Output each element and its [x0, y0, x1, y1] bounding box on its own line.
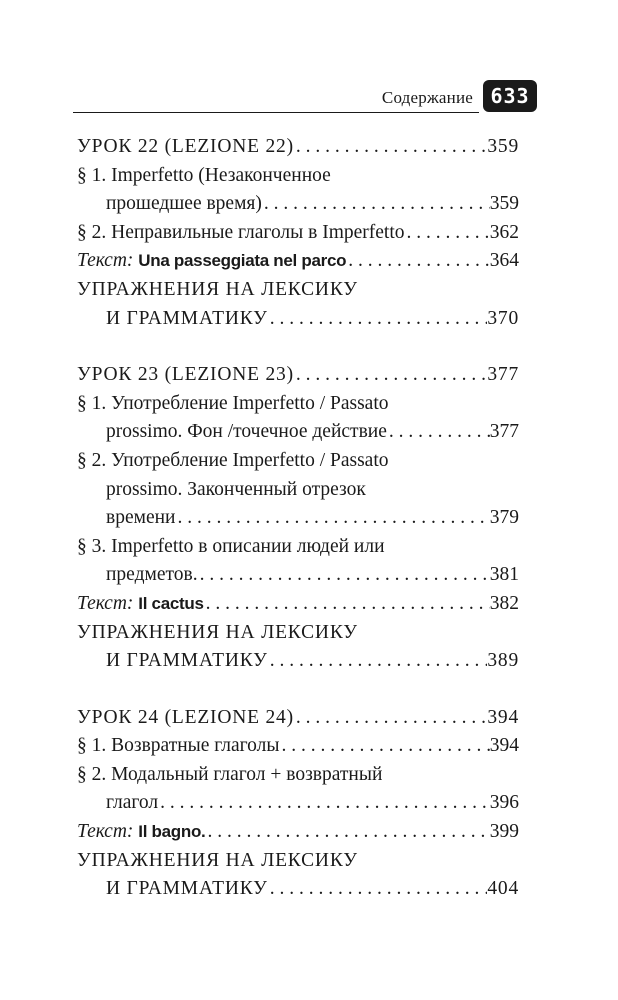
toc-entry-text: § 2. Модальный глагол + возвратный: [77, 763, 383, 785]
dot-leader: [268, 875, 488, 904]
toc-page-number: 370: [487, 307, 519, 329]
toc-entry-lesson-24-section-2[interactable]: [77, 789, 519, 818]
toc-entry-lesson-22-section-2[interactable]: [77, 219, 519, 248]
toc-entry-label: И ГРАММАТИКУ: [106, 307, 268, 329]
toc-entry-label: УРОК 22 (LEZIONE 22): [77, 136, 294, 157]
text-title: Una passeggiata nel parco: [138, 251, 347, 271]
dot-leader: [387, 418, 490, 447]
toc-page-number: 359: [487, 136, 519, 157]
dot-leader: [158, 789, 490, 818]
toc-page-number: 382: [489, 592, 519, 614]
text-label: Текст:: [77, 592, 134, 614]
toc-entry-label: prossimo. Фон /точечное действие: [106, 421, 387, 443]
toc-page-number: 359: [489, 193, 519, 215]
toc-entry-label: времени: [106, 507, 176, 529]
running-header: [73, 78, 539, 114]
toc-entry-lesson-22-exercises[interactable]: [77, 305, 519, 334]
toc-page-number: 404: [487, 878, 519, 900]
toc-page-number: 364: [489, 250, 519, 272]
toc-entry-text: § 2. Употребление Imperfetto / Passato: [77, 449, 389, 471]
section-title: Содержание: [381, 88, 473, 107]
dot-leader: [198, 561, 490, 590]
toc-entry-lesson-24-exercises[interactable]: [77, 875, 519, 904]
toc-entry-lesson-23-section-3[interactable]: [77, 561, 519, 590]
dot-leader: [294, 704, 487, 733]
toc-entry-lesson-22-text[interactable]: [77, 247, 519, 276]
toc-page-number: 399: [489, 821, 519, 843]
toc-entry-label: § 2. Неправильные глаголы в Imperfetto: [77, 221, 405, 243]
toc-entry-lesson-24[interactable]: [77, 704, 519, 733]
dot-leader: [294, 133, 487, 162]
dot-leader: [204, 590, 490, 619]
toc-entry-text: § 1. Употребление Imperfetto / Passato: [77, 392, 389, 414]
dot-leader: [405, 219, 490, 248]
toc-entry-label: И ГРАММАТИКУ: [106, 650, 268, 672]
toc-page-number: 362: [489, 221, 519, 243]
toc-entry-lesson-23-exercises[interactable]: [77, 647, 519, 676]
toc-entry-lesson-23-section-1[interactable]: [77, 418, 519, 447]
toc-page-number: 394: [489, 735, 519, 757]
dot-leader: [280, 732, 490, 761]
toc-entry-label: § 1. Возвратные глаголы: [77, 735, 280, 757]
dot-leader: [175, 504, 489, 533]
toc-entry-label: прошедшее время): [106, 193, 262, 215]
text-label: Текст:: [77, 250, 134, 272]
page-number-badge: 633: [483, 80, 537, 112]
toc-entry-lesson-24-text[interactable]: [77, 818, 519, 847]
toc-page-number: 377: [487, 364, 519, 386]
toc-entry-text: УПРАЖНЕНИЯ НА ЛЕКСИКУ: [77, 621, 358, 643]
dot-leader: [262, 190, 490, 219]
header-rule: [73, 112, 479, 113]
dot-leader: [346, 247, 490, 276]
toc-entry-lesson-23-section-2[interactable]: [77, 504, 519, 533]
toc-entry-text: УПРАЖНЕНИЯ НА ЛЕКСИКУ: [77, 278, 358, 300]
toc-entry-label: глагол: [106, 792, 159, 814]
toc-entry-lesson-23-text[interactable]: [77, 590, 519, 619]
toc-page-number: 381: [489, 564, 519, 586]
toc-entry-lesson-23[interactable]: [77, 361, 519, 390]
toc-entry-lesson-22-section-1[interactable]: [77, 190, 519, 219]
text-title: Il bagno.: [138, 822, 206, 842]
dot-leader: [294, 361, 487, 390]
dot-leader: [268, 647, 488, 676]
toc-entry-lesson-22[interactable]: [77, 133, 519, 162]
toc-entry-label: УРОК 24 (LEZIONE 24): [77, 706, 294, 728]
toc-entry-label: УРОК 23 (LEZIONE 23): [77, 364, 294, 386]
toc-entry-text: prossimo. Законченный отрезок: [106, 478, 366, 500]
table-of-contents: [77, 133, 519, 904]
toc-page-number: 377: [489, 421, 519, 443]
toc-entry-text: § 3. Imperfetto в описании людей или: [77, 535, 385, 557]
toc-page-number: 389: [487, 650, 519, 672]
toc-entry-text: УПРАЖНЕНИЯ НА ЛЕКСИКУ: [77, 849, 358, 871]
toc-entry-label: предметов.: [106, 564, 198, 586]
toc-entry-label: И ГРАММАТИКУ: [106, 878, 268, 900]
toc-entry-text: § 1. Imperfetto (Незаконченное: [77, 164, 331, 186]
toc-entry-lesson-24-section-1[interactable]: [77, 732, 519, 761]
text-title: Il cactus: [138, 593, 204, 613]
toc-page-number: 394: [487, 706, 519, 728]
toc-page-number: 379: [489, 507, 519, 529]
dot-leader: [268, 305, 488, 334]
toc-page-number: 396: [489, 792, 519, 814]
dot-leader: [205, 818, 489, 847]
text-label: Текст:: [77, 821, 134, 843]
